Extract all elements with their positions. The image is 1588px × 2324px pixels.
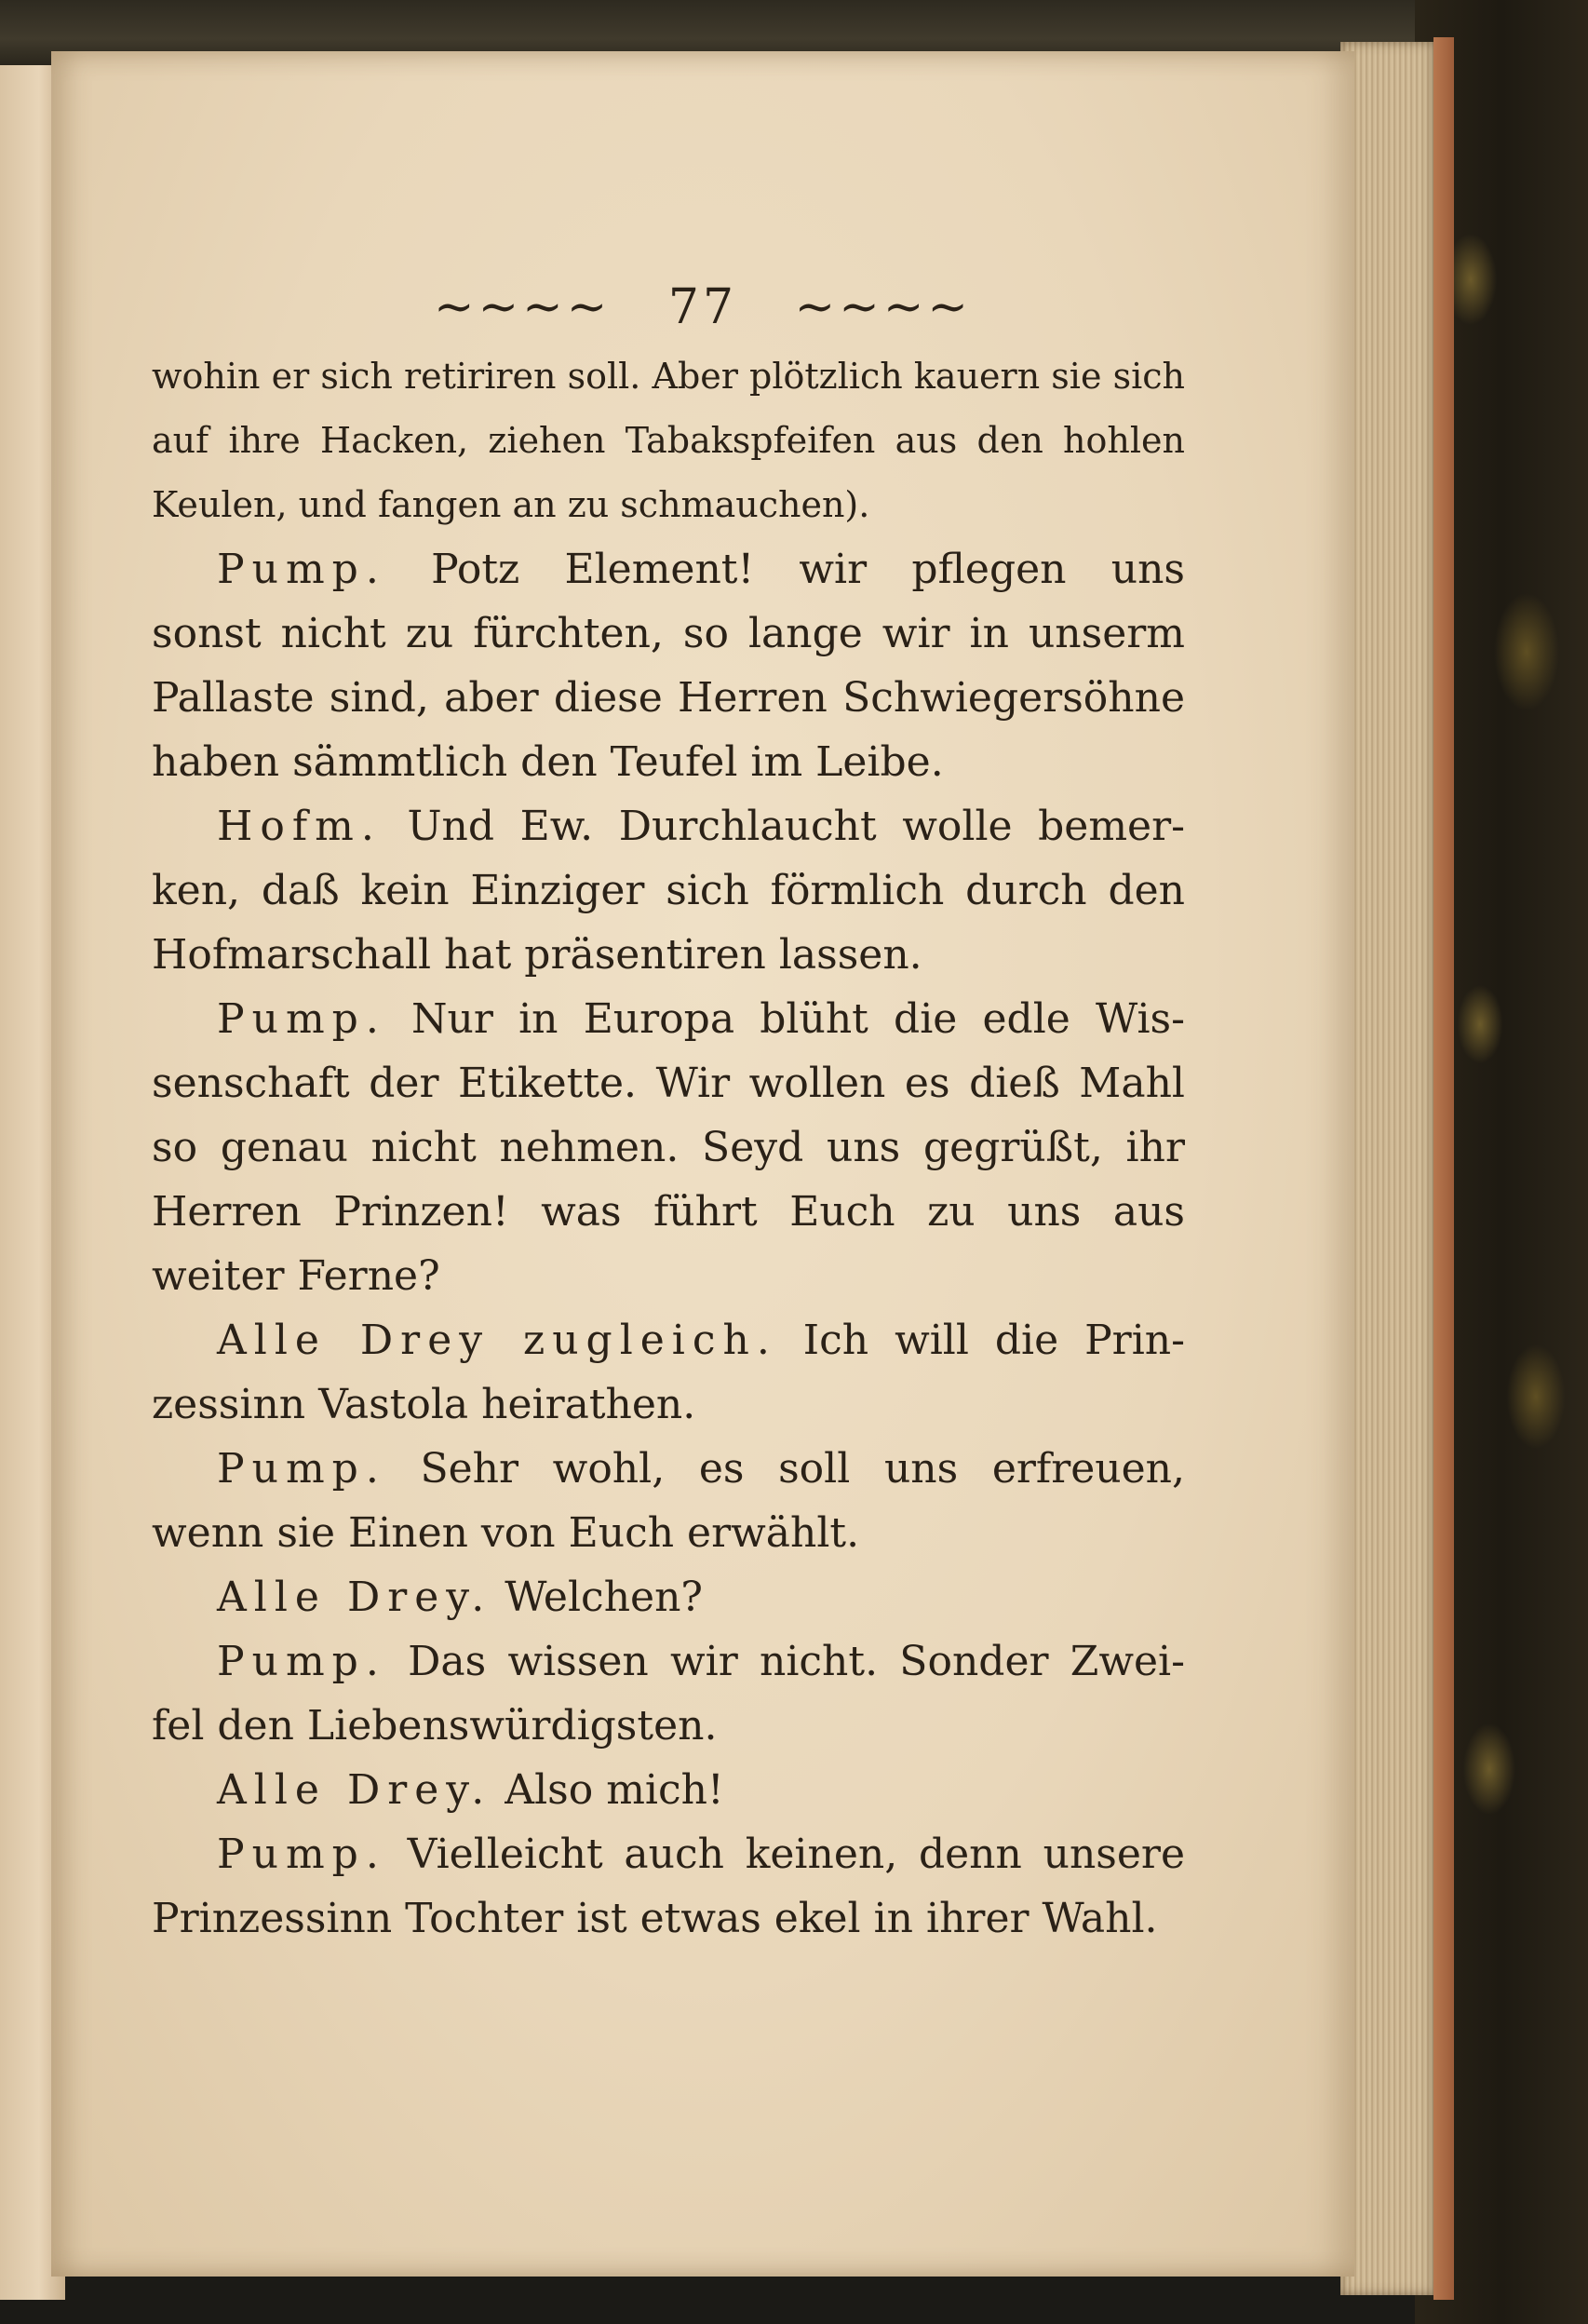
line-text: Sehr wohl, es soll uns erfreuen, bbox=[420, 1445, 1185, 1493]
speaker-name: Hofm. bbox=[217, 803, 382, 850]
line-text: sonst nicht zu fürchten, so lange wir in unserm bbox=[152, 610, 1185, 657]
text-line bbox=[152, 537, 1185, 601]
line-text: Also mich! bbox=[505, 1766, 724, 1814]
line-text: Herren Prinzen! was führt Euch zu uns aus bbox=[152, 1188, 1185, 1236]
text-line bbox=[152, 1694, 1185, 1758]
text-line bbox=[152, 1501, 1185, 1565]
line-text: Welchen? bbox=[505, 1574, 703, 1621]
line-text: Keulen, und fangen an zu schmauchen). bbox=[152, 484, 870, 525]
text-line bbox=[152, 794, 1185, 858]
line-text: auf ihre Hacken, ziehen Tabakspfeifen aus den hohlen bbox=[152, 420, 1185, 461]
page-header bbox=[51, 279, 1354, 335]
line-text: Potz Element! wir pflegen uns bbox=[431, 546, 1185, 593]
line-text: Und Ew. Durchlaucht wolle bemer- bbox=[407, 803, 1185, 850]
line-text: ken, daß kein Einziger sich förmlich durch den bbox=[152, 867, 1185, 914]
speaker-name: Pump. bbox=[217, 1831, 386, 1878]
speaker-name: Alle Drey. bbox=[217, 1574, 492, 1621]
text-line bbox=[152, 730, 1185, 794]
line-text: weiter Ferne? bbox=[152, 1252, 440, 1300]
text-line bbox=[152, 666, 1185, 730]
line-text: zessinn Vastola heirathen. bbox=[152, 1381, 696, 1428]
header-ornament-left: ~~~~ bbox=[434, 279, 612, 335]
text-line bbox=[152, 1886, 1185, 1951]
text-line bbox=[152, 1115, 1185, 1180]
text-line bbox=[152, 987, 1185, 1051]
speaker-name: Pump. bbox=[217, 1638, 386, 1685]
text-line bbox=[152, 1437, 1185, 1501]
text-line bbox=[152, 1051, 1185, 1115]
page-number: 77 bbox=[667, 279, 738, 335]
text-line bbox=[152, 1180, 1185, 1244]
text-line bbox=[152, 858, 1185, 923]
header-ornament-right: ~~~~ bbox=[794, 279, 972, 335]
text-line bbox=[152, 345, 1185, 409]
text-line bbox=[152, 1629, 1185, 1694]
cover-edge bbox=[1433, 37, 1454, 2300]
text-line bbox=[152, 1244, 1185, 1308]
text-line bbox=[152, 1758, 1185, 1822]
line-text: Ich will die Prin- bbox=[802, 1317, 1185, 1364]
book-page bbox=[51, 51, 1354, 2277]
text-line bbox=[152, 1822, 1185, 1886]
line-text: wenn sie Einen von Euch erwählt. bbox=[152, 1509, 860, 1557]
line-text: so genau nicht nehmen. Seyd uns gegrüßt, ihr bbox=[152, 1124, 1185, 1171]
page-text bbox=[152, 345, 1185, 1951]
text-line bbox=[152, 1308, 1185, 1372]
line-text: Prinzessinn Tochter ist etwas ekel in ihrer Wahl. bbox=[152, 1895, 1158, 1942]
text-line bbox=[152, 923, 1185, 987]
speaker-name: Alle Drey zugleich. bbox=[217, 1317, 777, 1364]
text-line bbox=[152, 473, 1185, 537]
text-line bbox=[152, 1372, 1185, 1437]
line-text: haben sämmtlich den Teufel im Leibe. bbox=[152, 738, 944, 786]
line-text: wohin er sich retiriren soll. Aber plötzlich kauern sie sich bbox=[152, 356, 1185, 397]
speaker-name: Pump. bbox=[217, 995, 386, 1043]
speaker-name: Alle Drey. bbox=[217, 1766, 492, 1814]
text-line bbox=[152, 1565, 1185, 1629]
line-text: Nur in Europa blüht die edle Wis- bbox=[411, 995, 1185, 1043]
line-text: fel den Liebenswürdigsten. bbox=[152, 1702, 718, 1750]
speaker-name: Pump. bbox=[217, 546, 386, 593]
page-block-edges bbox=[1340, 42, 1433, 2295]
text-line bbox=[152, 409, 1185, 473]
text-line bbox=[152, 601, 1185, 666]
line-text: senschaft der Etikette. Wir wollen es dieß Mahl bbox=[152, 1060, 1185, 1107]
speaker-name: Pump. bbox=[217, 1445, 386, 1493]
line-text: Vielleicht auch keinen, denn unsere bbox=[407, 1831, 1185, 1878]
line-text: Das wissen wir nicht. Sonder Zwei- bbox=[408, 1638, 1185, 1685]
line-text: Pallaste sind, aber diese Herren Schwiegersöhne bbox=[152, 674, 1185, 722]
line-text: Hofmarschall hat präsentiren lassen. bbox=[152, 931, 922, 979]
